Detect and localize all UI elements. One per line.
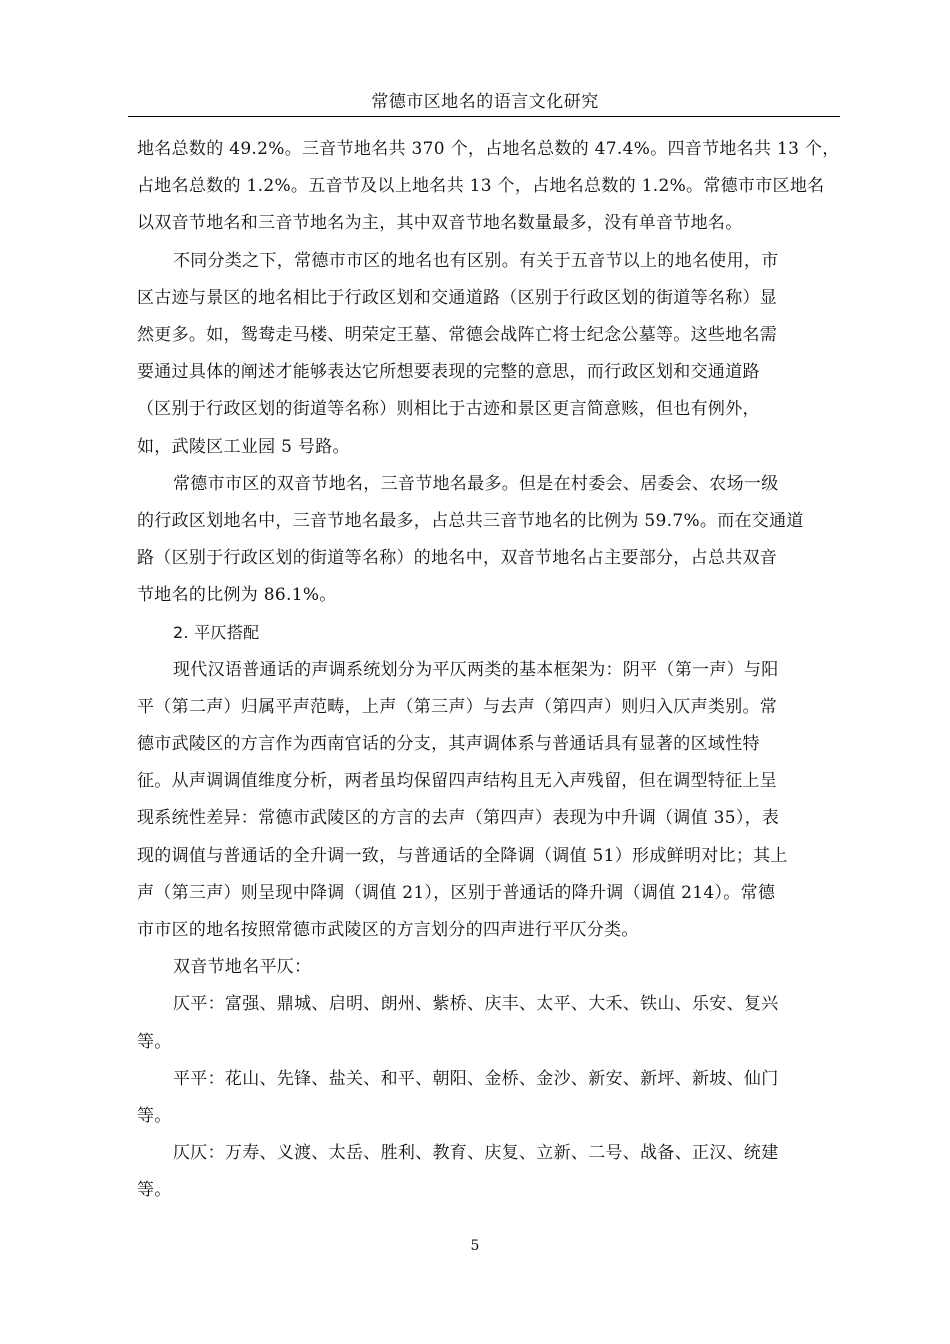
text-line: （区别于行政区划的街道等名称）则相比于古迹和景区更言简意赅，但也有例外， xyxy=(137,399,760,420)
text-line: 如，武陵区工业园 5 号路。 xyxy=(137,436,350,457)
text-line: 以双音节地名和三音节地名为主，其中双音节地名数量最多，没有单音节地名。 xyxy=(137,213,743,234)
text-line: 等。 xyxy=(137,1105,172,1126)
section-heading: 2. 平仄搭配 xyxy=(173,623,260,643)
header-rule xyxy=(128,116,840,117)
paragraph-first-line: 仄平：富强、鼎城、启明、朗州、紫桥、庆丰、太平、大禾、铁山、乐安、复兴 xyxy=(173,994,779,1015)
running-header-title: 常德市区地名的语言文化研究 xyxy=(371,92,599,112)
text-line: 要通过具体的阐述才能够表达它所想要表现的完整的意思，而行政区划和交通道路 xyxy=(137,362,760,383)
paragraph-first-line: 常德市市区的双音节地名，三音节地名最多。但是在村委会、居委会、农场一级 xyxy=(173,473,779,494)
text-line: 德市武陵区的方言作为西南官话的分支，其声调体系与普通话具有显著的区域性特 xyxy=(137,734,760,754)
paragraph-first-line: 现代汉语普通话的声调系统划分为平仄两类的基本框架为：阴平（第一声）与阳 xyxy=(173,659,779,680)
text-line: 现的调值与普通话的全升调一致，与普通话的全降调（调值 51）形成鲜明对比；其上 xyxy=(137,845,788,866)
text-line: 占地名总数的 1.2%。五音节及以上地名共 13 个，占地名总数的 1.2%。常德市市区地名 xyxy=(137,176,825,197)
page-number: 5 xyxy=(470,1238,480,1254)
text-line: 等。 xyxy=(137,1180,172,1201)
text-line: 的行政区划地名中，三音节地名最多，占总共三音节地名的比例为 59.7%。而在交通道 xyxy=(137,510,804,531)
text-line: 等。 xyxy=(137,1031,172,1052)
paragraph-first-line: 双音节地名平仄： xyxy=(173,957,312,978)
paragraph-first-line: 不同分类之下，常德市市区的地名也有区别。有关于五音节以上的地名使用，市 xyxy=(173,250,779,271)
text-line: 区古迹与景区的地名相比于行政区划和交通道路（区别于行政区划的街道等名称）显 xyxy=(137,287,778,308)
text-line: 市市区的地名按照常德市武陵区的方言划分的四声进行平仄分类。 xyxy=(137,919,639,940)
text-line: 征。从声调调值维度分析，两者虽均保留四声结构且无入声残留，但在调型特征上呈 xyxy=(137,771,778,792)
text-line: 现系统性差异：常德市武陵区的方言的去声（第四声）表现为中升调（调值 35），表 xyxy=(137,808,780,829)
text-line: 路（区别于行政区划的街道等名称）的地名中，双音节地名占主要部分，占总共双音 xyxy=(137,548,778,569)
text-line: 声（第三声）则呈现中降调（调值 21），区别于普通话的降升调（调值 214）。常德 xyxy=(137,882,776,903)
body-text xyxy=(137,131,842,1209)
text-line: 平（第二声）归属平声范畴，上声（第三声）与去声（第四声）则归入仄声类别。常 xyxy=(137,696,778,717)
text-line: 然更多。如，鸳鸯走马楼、明荣定王墓、常德会战阵亡将士纪念公墓等。这些地名需 xyxy=(137,324,778,345)
text-line: 地名总数的 49.2%。三音节地名共 370 个，占地名总数的 47.4%。四音节地名共 13 个， xyxy=(137,139,840,159)
text-line: 节地名的比例为 86.1%。 xyxy=(137,585,337,606)
paragraph-first-line: 仄仄：万寿、义渡、太岳、胜利、教育、庆复、立新、二号、战备、正汉、统建 xyxy=(173,1143,779,1164)
paragraph-first-line: 平平：花山、先锋、盐关、和平、朝阳、金桥、金沙、新安、新坪、新坡、仙门 xyxy=(173,1068,779,1089)
